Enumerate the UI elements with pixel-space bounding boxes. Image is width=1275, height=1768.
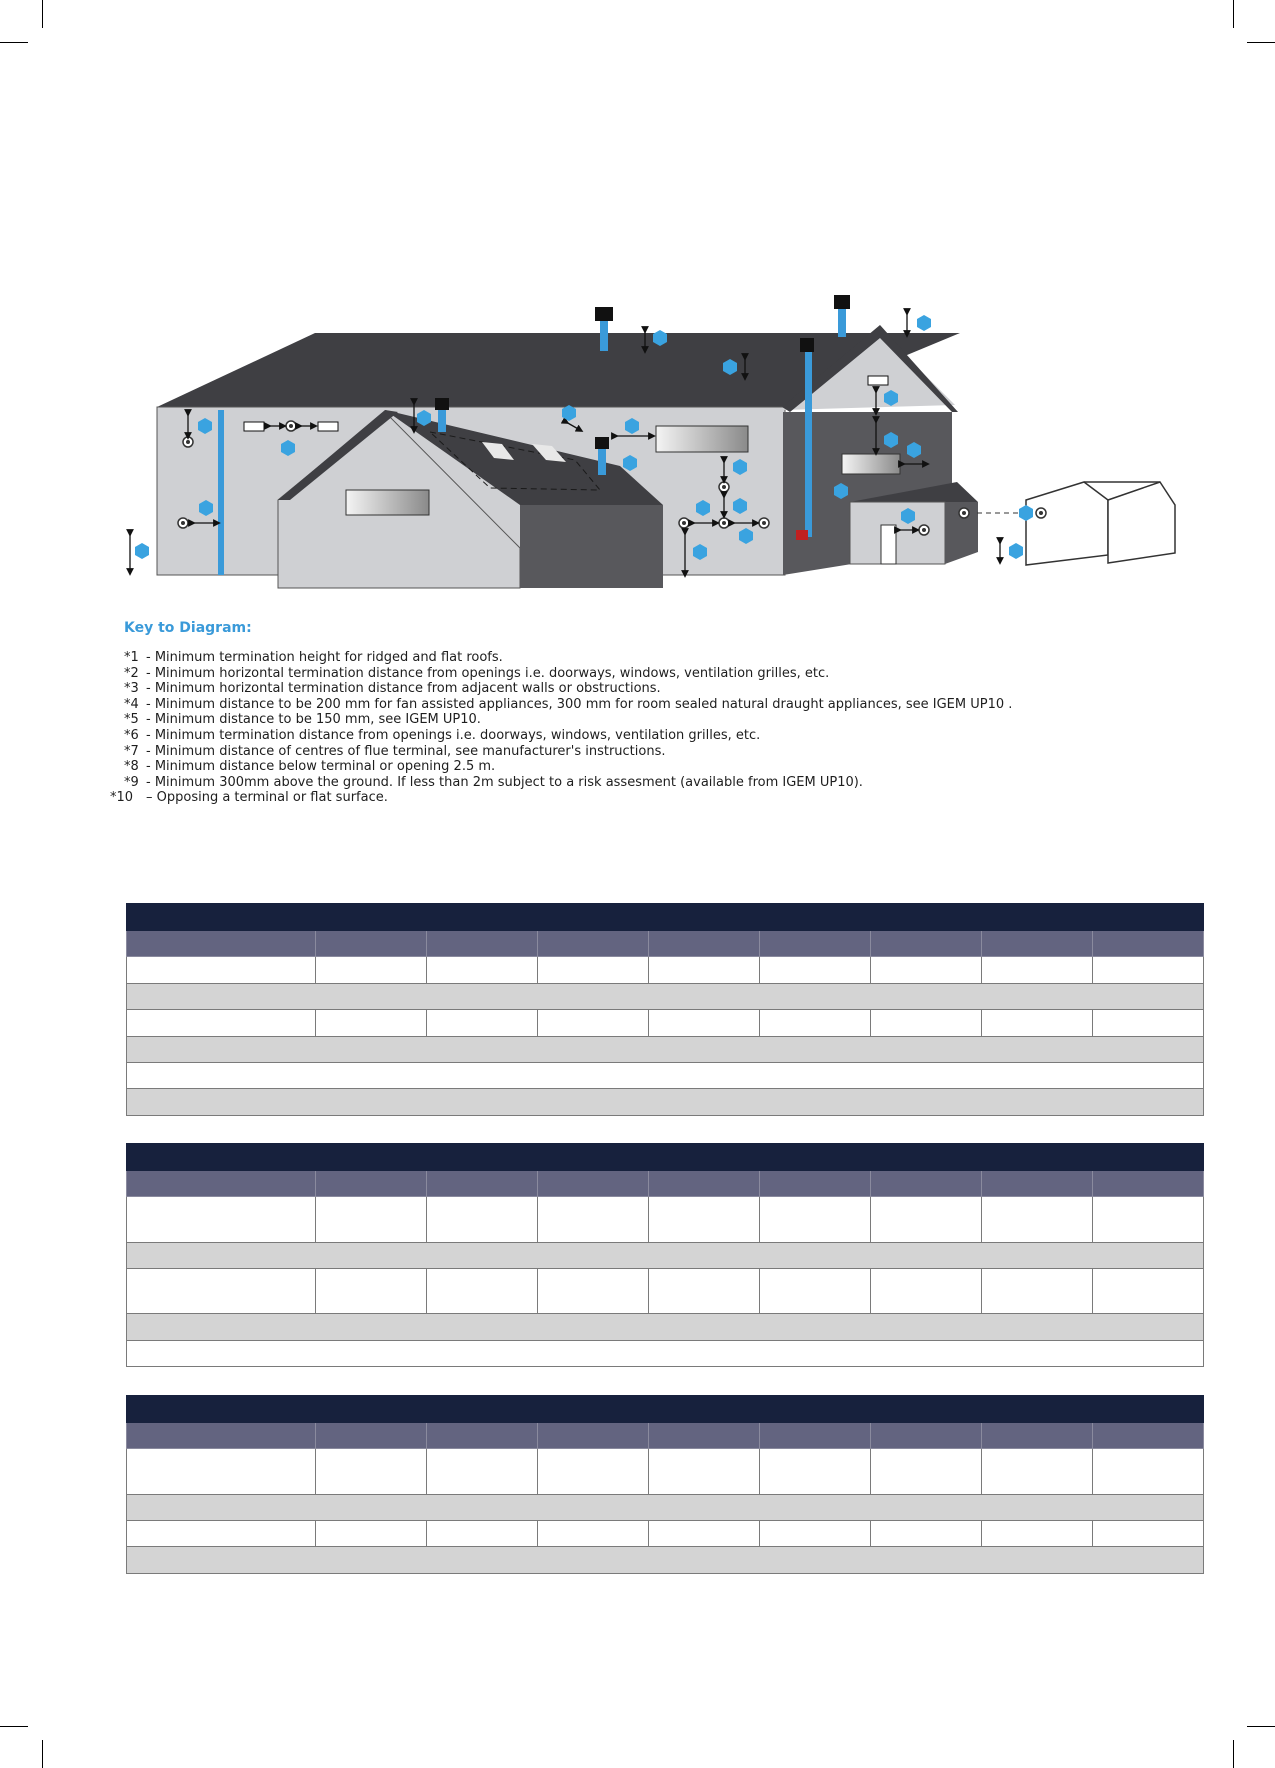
crop-mark — [1233, 1740, 1234, 1768]
window — [842, 454, 900, 474]
table-band — [127, 1144, 1204, 1171]
key-item: *2 - Minimum horizontal termination distance from openings i.e. doorways, windows, ventilation grilles, etc. — [124, 665, 830, 681]
crop-mark — [1247, 1726, 1275, 1727]
key-item: *5 - Minimum distance to be 150 mm, see IGEM UP10. — [124, 712, 481, 728]
table-row — [127, 957, 1204, 984]
table-row — [127, 1521, 1204, 1547]
spec-table-1 — [126, 903, 1204, 1116]
table-row — [127, 1314, 1204, 1341]
key-list — [110, 650, 1124, 806]
key-item: *3 - Minimum horizontal termination distance from adjacent walls or obstructions. — [124, 681, 661, 697]
window — [656, 426, 748, 452]
table-row — [127, 1089, 1204, 1116]
key-item: *6 - Minimum termination distance from openings i.e. doorways, windows, ventilation grilles, etc. — [124, 727, 761, 743]
key-item: *10 – Opposing a terminal or flat surface. — [110, 790, 388, 806]
crop-mark — [42, 1740, 43, 1768]
table-band — [127, 1396, 1204, 1423]
table-row — [127, 1495, 1204, 1521]
table-row — [127, 1449, 1204, 1495]
table-row — [127, 1243, 1204, 1269]
key-item: *7 - Minimum distance of centres of flue terminal, see manufacturer's instructions. — [124, 743, 666, 759]
spec-table-2 — [126, 1143, 1204, 1367]
diagram-key — [110, 620, 1124, 806]
key-item: *4 - Minimum distance to be 200 mm for fan assisted appliances, 300 mm for room sealed natural draught appliances, see IGEM UP10 . — [124, 696, 1013, 712]
table-row — [127, 984, 1204, 1010]
table-header-row — [127, 1423, 1204, 1449]
key-item: *9 - Minimum 300mm above the ground. If less than 2m subject to a risk assesment (available from IGEM UP10). — [124, 774, 863, 790]
table-row — [127, 1063, 1204, 1089]
flue-pipe — [805, 345, 812, 537]
table-row — [127, 1037, 1204, 1063]
building-diagram — [0, 0, 1275, 600]
table-row — [127, 1341, 1204, 1367]
neighbour-building — [1026, 482, 1175, 565]
key-title: Key to Diagram: — [124, 620, 252, 636]
table-row — [127, 1269, 1204, 1314]
table-row — [127, 1010, 1204, 1037]
table-header-row — [127, 931, 1204, 957]
table-band — [127, 904, 1204, 931]
flue-pipe — [218, 410, 224, 575]
key-item: *8 - Minimum distance below terminal or opening 2.5 m. — [124, 759, 496, 775]
table-row — [127, 1197, 1204, 1243]
table-row — [127, 1547, 1204, 1574]
spec-table-3 — [126, 1395, 1204, 1574]
table-header-row — [127, 1171, 1204, 1197]
crop-mark — [0, 1726, 28, 1727]
key-item: *1 - Minimum termination height for ridged and flat roofs. — [124, 650, 503, 665]
